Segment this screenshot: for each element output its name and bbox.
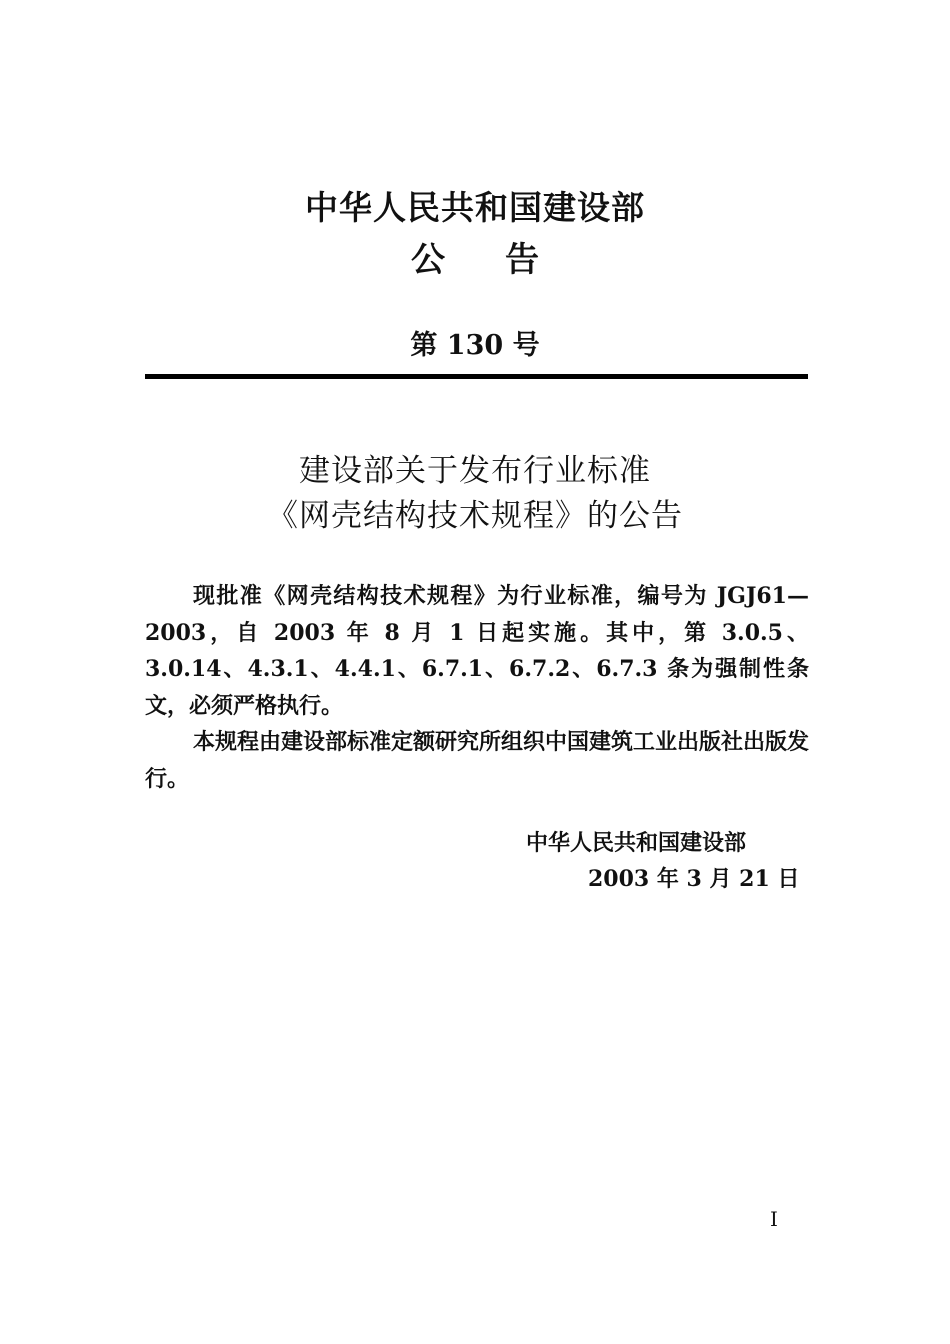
subject-title-line-1: 建设部关于发布行业标准 — [299, 453, 651, 489]
body-paragraph-1: 现批准《网壳结构技术规程》为行业标准，编号为 JGJ61—2003，自 2003 年 8 月 1 日起实施。其中，第 3.0.5、3.0.14、4.3.1、4.4.1、6.7.1、6.7.2、6.7.3 条为强制性条文，必须严格执行。 — [145, 583, 809, 719]
page-number: I — [770, 1207, 778, 1231]
issuer-title: 中华人民共和国建设部 — [305, 188, 645, 227]
body-paragraph-2: 本规程由建设部标准定额研究所组织中国建筑工业出版社出版发行。 — [145, 729, 810, 792]
signature-date: 2003 年 3 月 21 日 — [588, 866, 800, 892]
subject-title-line-2: 《网壳结构技术规程》的公告 — [267, 498, 683, 534]
notice-number: 第 130 号 — [410, 330, 540, 361]
signature-organization: 中华人民共和国建设部 — [526, 830, 747, 856]
header-divider — [145, 374, 808, 379]
notice-heading: 公告 — [411, 240, 599, 280]
